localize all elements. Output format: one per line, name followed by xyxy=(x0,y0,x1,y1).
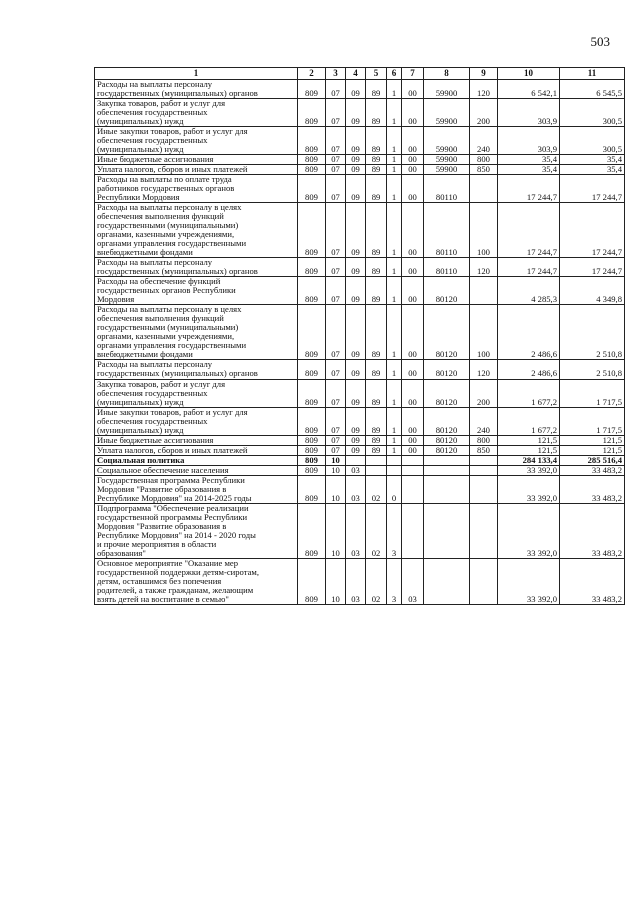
code-cell xyxy=(470,475,498,503)
amount-cell: 33 392,0 xyxy=(498,475,560,503)
code-cell: 80110 xyxy=(424,258,470,277)
table-row xyxy=(95,465,625,475)
code-cell: 240 xyxy=(470,407,498,435)
code-cell: 1 xyxy=(387,445,402,455)
code-cell: 809 xyxy=(298,435,326,445)
code-cell xyxy=(470,558,498,604)
table-row xyxy=(95,379,625,407)
code-cell: 89 xyxy=(366,175,387,203)
amount-cell: 1 717,5 xyxy=(560,407,625,435)
code-cell xyxy=(366,455,387,465)
code-cell: 240 xyxy=(470,127,498,155)
code-cell: 07 xyxy=(326,277,346,305)
amount-cell: 300,5 xyxy=(560,99,625,127)
code-cell: 10 xyxy=(326,455,346,465)
code-cell: 809 xyxy=(298,407,326,435)
code-cell xyxy=(402,475,424,503)
code-cell: 200 xyxy=(470,99,498,127)
column-header: 9 xyxy=(470,68,498,80)
code-cell: 02 xyxy=(366,503,387,558)
table-row xyxy=(95,360,625,379)
code-cell: 59900 xyxy=(424,80,470,99)
code-cell: 07 xyxy=(326,379,346,407)
amount-cell: 4 285,3 xyxy=(498,277,560,305)
code-cell: 80120 xyxy=(424,407,470,435)
expense-name-cell: Расходы на обеспечение функций государственных органов Республики Мордовия xyxy=(95,277,298,305)
code-cell: 07 xyxy=(326,360,346,379)
code-cell: 809 xyxy=(298,360,326,379)
expense-name-cell: Иные бюджетные ассигнования xyxy=(95,155,298,165)
amount-cell: 2 486,6 xyxy=(498,305,560,360)
code-cell: 809 xyxy=(298,203,326,258)
code-cell: 1 xyxy=(387,277,402,305)
table-row xyxy=(95,475,625,503)
code-cell: 100 xyxy=(470,305,498,360)
table-header-row xyxy=(95,68,625,80)
code-cell: 59900 xyxy=(424,99,470,127)
amount-cell: 121,5 xyxy=(498,445,560,455)
code-cell: 850 xyxy=(470,165,498,175)
code-cell: 80110 xyxy=(424,175,470,203)
code-cell: 809 xyxy=(298,99,326,127)
table-row xyxy=(95,435,625,445)
code-cell: 09 xyxy=(346,379,366,407)
table-row xyxy=(95,558,625,604)
code-cell: 89 xyxy=(366,360,387,379)
code-cell xyxy=(470,465,498,475)
amount-cell: 33 392,0 xyxy=(498,558,560,604)
code-cell xyxy=(402,503,424,558)
amount-cell: 33 483,2 xyxy=(560,558,625,604)
code-cell: 00 xyxy=(402,165,424,175)
amount-cell: 33 392,0 xyxy=(498,503,560,558)
code-cell: 80120 xyxy=(424,445,470,455)
code-cell: 07 xyxy=(326,203,346,258)
code-cell: 09 xyxy=(346,80,366,99)
code-cell: 00 xyxy=(402,379,424,407)
code-cell: 00 xyxy=(402,277,424,305)
amount-cell: 35,4 xyxy=(560,155,625,165)
code-cell: 809 xyxy=(298,455,326,465)
expense-name-cell: Уплата налогов, сборов и иных платежей xyxy=(95,445,298,455)
code-cell: 02 xyxy=(366,558,387,604)
amount-cell: 35,4 xyxy=(560,165,625,175)
code-cell: 89 xyxy=(366,435,387,445)
expense-name-cell: Закупка товаров, работ и услуг для обеспечения государственных (муниципальных) нужд xyxy=(95,99,298,127)
code-cell: 89 xyxy=(366,80,387,99)
code-cell: 80120 xyxy=(424,305,470,360)
code-cell: 89 xyxy=(366,99,387,127)
code-cell xyxy=(424,455,470,465)
column-header: 4 xyxy=(346,68,366,80)
code-cell: 07 xyxy=(326,407,346,435)
column-header: 10 xyxy=(498,68,560,80)
code-cell: 1 xyxy=(387,203,402,258)
code-cell: 120 xyxy=(470,360,498,379)
code-cell xyxy=(387,455,402,465)
code-cell: 03 xyxy=(402,558,424,604)
expense-name-cell: Государственная программа Республики Мордовия "Развитие образования в Республике Мордовия" на 2014-2025 годы xyxy=(95,475,298,503)
code-cell: 07 xyxy=(326,258,346,277)
table-row xyxy=(95,127,625,155)
code-cell: 00 xyxy=(402,127,424,155)
code-cell: 10 xyxy=(326,503,346,558)
code-cell: 809 xyxy=(298,277,326,305)
amount-cell: 35,4 xyxy=(498,165,560,175)
amount-cell: 33 483,2 xyxy=(560,465,625,475)
amount-cell: 121,5 xyxy=(498,435,560,445)
code-cell: 800 xyxy=(470,155,498,165)
code-cell: 07 xyxy=(326,155,346,165)
amount-cell: 285 516,4 xyxy=(560,455,625,465)
table-row xyxy=(95,445,625,455)
amount-cell: 2 510,8 xyxy=(560,305,625,360)
column-header: 2 xyxy=(298,68,326,80)
amount-cell: 284 133,4 xyxy=(498,455,560,465)
budget-table xyxy=(94,67,625,605)
table-row xyxy=(95,277,625,305)
page-number: 503 xyxy=(590,34,610,49)
code-cell: 80120 xyxy=(424,435,470,445)
amount-cell: 6 545,5 xyxy=(560,80,625,99)
code-cell: 89 xyxy=(366,258,387,277)
column-header: 1 xyxy=(95,68,298,80)
amount-cell: 17 244,7 xyxy=(560,175,625,203)
code-cell: 09 xyxy=(346,360,366,379)
code-cell: 00 xyxy=(402,445,424,455)
expense-name-cell: Иные закупки товаров, работ и услуг для обеспечения государственных (муниципальных) нужд xyxy=(95,127,298,155)
code-cell: 89 xyxy=(366,379,387,407)
code-cell: 1 xyxy=(387,155,402,165)
code-cell: 809 xyxy=(298,305,326,360)
code-cell: 09 xyxy=(346,165,366,175)
code-cell: 1 xyxy=(387,435,402,445)
code-cell: 1 xyxy=(387,127,402,155)
code-cell: 07 xyxy=(326,80,346,99)
code-cell: 59900 xyxy=(424,127,470,155)
expense-name-cell: Расходы на выплаты по оплате труда работников государственных органов Республики Мордовия xyxy=(95,175,298,203)
table-row xyxy=(95,175,625,203)
table-row xyxy=(95,258,625,277)
amount-cell: 121,5 xyxy=(560,445,625,455)
code-cell: 809 xyxy=(298,258,326,277)
amount-cell: 2 486,6 xyxy=(498,360,560,379)
code-cell: 809 xyxy=(298,80,326,99)
code-cell: 89 xyxy=(366,203,387,258)
code-cell: 03 xyxy=(346,558,366,604)
code-cell: 1 xyxy=(387,175,402,203)
code-cell: 120 xyxy=(470,258,498,277)
code-cell xyxy=(470,503,498,558)
amount-cell: 17 244,7 xyxy=(498,175,560,203)
amount-cell: 121,5 xyxy=(560,435,625,445)
column-header: 8 xyxy=(424,68,470,80)
code-cell: 00 xyxy=(402,175,424,203)
code-cell: 809 xyxy=(298,475,326,503)
code-cell: 07 xyxy=(326,435,346,445)
code-cell: 809 xyxy=(298,165,326,175)
code-cell: 09 xyxy=(346,127,366,155)
code-cell: 80110 xyxy=(424,203,470,258)
code-cell: 1 xyxy=(387,99,402,127)
column-header: 11 xyxy=(560,68,625,80)
code-cell: 09 xyxy=(346,435,366,445)
code-cell: 89 xyxy=(366,127,387,155)
code-cell xyxy=(470,175,498,203)
amount-cell: 33 483,2 xyxy=(560,475,625,503)
amount-cell: 17 244,7 xyxy=(498,203,560,258)
amount-cell: 17 244,7 xyxy=(560,258,625,277)
table-row xyxy=(95,305,625,360)
table-row xyxy=(95,80,625,99)
code-cell: 09 xyxy=(346,305,366,360)
code-cell xyxy=(470,455,498,465)
code-cell: 100 xyxy=(470,203,498,258)
column-header: 5 xyxy=(366,68,387,80)
code-cell: 07 xyxy=(326,127,346,155)
code-cell: 10 xyxy=(326,558,346,604)
amount-cell: 4 349,8 xyxy=(560,277,625,305)
code-cell: 09 xyxy=(346,445,366,455)
code-cell: 120 xyxy=(470,80,498,99)
code-cell: 00 xyxy=(402,99,424,127)
code-cell: 07 xyxy=(326,445,346,455)
code-cell: 809 xyxy=(298,175,326,203)
table-row xyxy=(95,203,625,258)
table-row xyxy=(95,407,625,435)
code-cell: 3 xyxy=(387,558,402,604)
code-cell: 07 xyxy=(326,305,346,360)
code-cell: 3 xyxy=(387,503,402,558)
expense-name-cell: Иные закупки товаров, работ и услуг для обеспечения государственных (муниципальных) нужд xyxy=(95,407,298,435)
code-cell: 809 xyxy=(298,503,326,558)
code-cell: 00 xyxy=(402,203,424,258)
code-cell: 89 xyxy=(366,277,387,305)
table-row xyxy=(95,99,625,127)
code-cell: 89 xyxy=(366,445,387,455)
code-cell: 09 xyxy=(346,99,366,127)
code-cell xyxy=(402,455,424,465)
table-row xyxy=(95,455,625,465)
code-cell: 809 xyxy=(298,558,326,604)
code-cell: 09 xyxy=(346,407,366,435)
expense-name-cell: Расходы на выплаты персоналу в целях обеспечения выполнения функций государственными (муниципальными) органами, казенными учреждениями, органами управления государственными внебюджетными фондами xyxy=(95,203,298,258)
code-cell: 809 xyxy=(298,379,326,407)
code-cell: 1 xyxy=(387,407,402,435)
code-cell: 80120 xyxy=(424,360,470,379)
code-cell: 09 xyxy=(346,203,366,258)
expense-name-cell: Уплата налогов, сборов и иных платежей xyxy=(95,165,298,175)
amount-cell: 1 717,5 xyxy=(560,379,625,407)
amount-cell: 300,5 xyxy=(560,127,625,155)
code-cell: 00 xyxy=(402,407,424,435)
code-cell: 89 xyxy=(366,305,387,360)
code-cell xyxy=(470,277,498,305)
code-cell: 59900 xyxy=(424,155,470,165)
code-cell: 80120 xyxy=(424,277,470,305)
amount-cell: 17 244,7 xyxy=(560,203,625,258)
code-cell: 89 xyxy=(366,155,387,165)
code-cell: 89 xyxy=(366,407,387,435)
table-row xyxy=(95,165,625,175)
amount-cell: 303,9 xyxy=(498,127,560,155)
code-cell xyxy=(424,475,470,503)
code-cell: 00 xyxy=(402,258,424,277)
code-cell: 07 xyxy=(326,99,346,127)
code-cell: 09 xyxy=(346,277,366,305)
code-cell: 00 xyxy=(402,80,424,99)
code-cell: 09 xyxy=(346,175,366,203)
code-cell xyxy=(387,465,402,475)
table-row xyxy=(95,155,625,165)
code-cell: 89 xyxy=(366,165,387,175)
amount-cell: 2 510,8 xyxy=(560,360,625,379)
code-cell xyxy=(424,558,470,604)
expense-name-cell: Расходы на выплаты персоналу государственных (муниципальных) органов xyxy=(95,258,298,277)
expense-name-cell: Расходы на выплаты персоналу государственных (муниципальных) органов xyxy=(95,80,298,99)
expense-name-cell: Закупка товаров, работ и услуг для обеспечения государственных (муниципальных) нужд xyxy=(95,379,298,407)
code-cell xyxy=(424,465,470,475)
expense-name-cell: Социальное обеспечение населения xyxy=(95,465,298,475)
amount-cell: 1 677,2 xyxy=(498,407,560,435)
code-cell: 809 xyxy=(298,127,326,155)
code-cell: 07 xyxy=(326,165,346,175)
code-cell xyxy=(402,465,424,475)
amount-cell: 33 483,2 xyxy=(560,503,625,558)
expense-name-cell: Основное мероприятие "Оказание мер государственной поддержки детям-сиротам, детям, оставшимся без попечения родителей, а также гражданам, желающим взять детей на воспитание в семью" xyxy=(95,558,298,604)
code-cell: 1 xyxy=(387,305,402,360)
expense-name-cell: Иные бюджетные ассигнования xyxy=(95,435,298,445)
code-cell: 03 xyxy=(346,503,366,558)
code-cell: 09 xyxy=(346,258,366,277)
code-cell: 00 xyxy=(402,360,424,379)
amount-cell: 1 677,2 xyxy=(498,379,560,407)
code-cell: 0 xyxy=(387,475,402,503)
table-body xyxy=(95,80,625,605)
code-cell: 1 xyxy=(387,80,402,99)
code-cell: 10 xyxy=(326,475,346,503)
code-cell: 00 xyxy=(402,305,424,360)
code-cell: 00 xyxy=(402,435,424,445)
code-cell: 1 xyxy=(387,165,402,175)
amount-cell: 33 392,0 xyxy=(498,465,560,475)
expense-name-cell: Социальная политика xyxy=(95,455,298,465)
expense-name-cell: Расходы на выплаты персоналу в целях обеспечения выполнения функций государственными (муниципальными) органами, казенными учреждениями, органами управления государственными внебюджетными фондами xyxy=(95,305,298,360)
column-header: 3 xyxy=(326,68,346,80)
code-cell: 10 xyxy=(326,465,346,475)
code-cell xyxy=(366,465,387,475)
amount-cell: 6 542,1 xyxy=(498,80,560,99)
code-cell: 02 xyxy=(366,475,387,503)
expense-name-cell: Расходы на выплаты персоналу государственных (муниципальных) органов xyxy=(95,360,298,379)
code-cell: 59900 xyxy=(424,165,470,175)
code-cell xyxy=(346,455,366,465)
code-cell: 809 xyxy=(298,465,326,475)
expense-name-cell: Подпрограмма "Обеспечение реализации государственной программы Республики Мордовия "Развитие образования в Республике Мордовия" на 2014 - 2020 годы и прочие мероприятия в области образования" xyxy=(95,503,298,558)
column-header: 6 xyxy=(387,68,402,80)
code-cell: 809 xyxy=(298,445,326,455)
code-cell: 00 xyxy=(402,155,424,165)
code-cell: 200 xyxy=(470,379,498,407)
code-cell: 80120 xyxy=(424,379,470,407)
table-row xyxy=(95,503,625,558)
code-cell: 809 xyxy=(298,155,326,165)
code-cell xyxy=(424,503,470,558)
amount-cell: 17 244,7 xyxy=(498,258,560,277)
code-cell: 1 xyxy=(387,379,402,407)
code-cell: 03 xyxy=(346,465,366,475)
code-cell: 800 xyxy=(470,435,498,445)
code-cell: 09 xyxy=(346,155,366,165)
code-cell: 850 xyxy=(470,445,498,455)
code-cell: 1 xyxy=(387,258,402,277)
amount-cell: 303,9 xyxy=(498,99,560,127)
code-cell: 07 xyxy=(326,175,346,203)
amount-cell: 35,4 xyxy=(498,155,560,165)
code-cell: 03 xyxy=(346,475,366,503)
column-header: 7 xyxy=(402,68,424,80)
code-cell: 1 xyxy=(387,360,402,379)
